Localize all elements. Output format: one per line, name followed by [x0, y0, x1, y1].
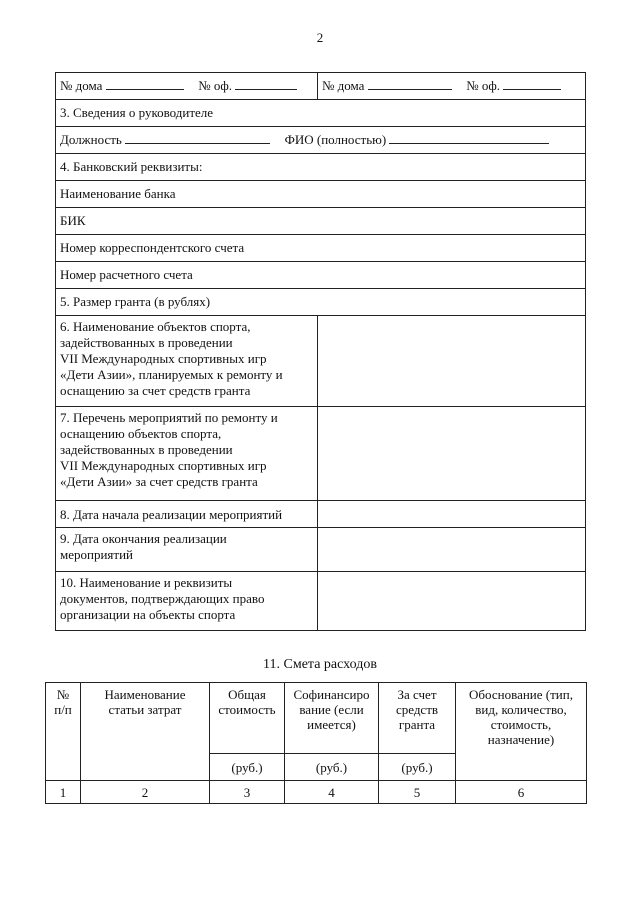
section-9-title: 9. Дата окончания реализации мероприятий — [56, 528, 318, 572]
budget-number-row — [46, 781, 587, 804]
header-cell-grant: За счет средств гранта — [379, 683, 456, 754]
section-3-title: 3. Сведения о руководителе — [56, 100, 586, 127]
office-number-field[interactable] — [235, 78, 297, 90]
column-number: 5 — [379, 781, 456, 804]
unit-cell: (руб.) — [285, 754, 379, 781]
office-number-field[interactable] — [503, 78, 561, 90]
form-row — [56, 501, 586, 528]
section-7-value[interactable] — [318, 407, 586, 501]
form-row — [56, 528, 586, 572]
position-label: Должность — [60, 132, 122, 147]
form-row — [56, 289, 586, 316]
form-row — [56, 181, 586, 208]
corr-account-label: Номер корреспондентского счета — [56, 235, 586, 262]
budget-table — [45, 682, 587, 804]
settlement-account-label: Номер расчетного счета — [56, 262, 586, 289]
form-row — [56, 127, 586, 154]
unit-cell: (руб.) — [210, 754, 285, 781]
section-10-title: 10. Наименование и реквизиты документов, подтверждающих право организации на объекты спорта — [56, 572, 318, 631]
form-row — [56, 262, 586, 289]
bank-name-label: Наименование банка — [56, 181, 586, 208]
form-row — [56, 407, 586, 501]
address-cell-left — [56, 73, 318, 100]
column-number: 4 — [285, 781, 379, 804]
column-number: 1 — [46, 781, 81, 804]
form-row — [56, 316, 586, 407]
application-form-table — [55, 72, 586, 631]
budget-header-row — [46, 683, 587, 754]
section-8-value[interactable] — [318, 501, 586, 528]
header-cell-total: Общая стоимость — [210, 683, 285, 754]
section-8-title: 8. Дата начала реализации мероприятий — [56, 501, 318, 528]
form-row — [56, 572, 586, 631]
address-cell-right — [318, 73, 586, 100]
position-field[interactable] — [125, 132, 270, 144]
page-number: 2 — [316, 30, 324, 45]
house-label: № дома — [322, 78, 365, 93]
header-cell-item: Наименование статьи затрат — [81, 683, 210, 781]
header-cell-cofinancing: Софинансиро вание (если имеется) — [285, 683, 379, 754]
address-row — [56, 73, 586, 100]
form-row — [56, 100, 586, 127]
fio-field[interactable] — [389, 132, 549, 144]
office-label: № оф. — [198, 78, 233, 93]
section-4-title: 4. Банковский реквизиты: — [56, 154, 586, 181]
budget-title: 11. Смета расходов — [263, 657, 377, 672]
section-9-value[interactable] — [318, 528, 586, 572]
form-row — [56, 208, 586, 235]
office-label: № оф. — [466, 78, 501, 93]
section-6-value[interactable] — [318, 316, 586, 407]
section-7-title: 7. Перечень мероприятий по ремонту и оснащению объектов спорта, задействованных в проведении VII Международных спортивных игр «Дети Азии» за счет средств гранта — [56, 407, 318, 501]
column-number: 6 — [456, 781, 587, 804]
director-cell — [56, 127, 586, 154]
column-number: 3 — [210, 781, 285, 804]
header-cell-justification: Обоснование (тип, вид, количество, стоимость, назначение) — [456, 683, 587, 781]
bik-label: БИК — [56, 208, 586, 235]
section-6-title: 6. Наименование объектов спорта, задействованных в проведении VII Международных спортивных игр «Дети Азии», планируемых к ремонту и оснащению за счет средств гранта — [56, 316, 318, 407]
header-cell-number: № п/п — [46, 683, 81, 781]
column-number: 2 — [81, 781, 210, 804]
form-row — [56, 235, 586, 262]
house-label: № дома — [60, 78, 103, 93]
fio-label: ФИО (полностью) — [284, 132, 387, 147]
form-row — [56, 154, 586, 181]
section-5-title: 5. Размер гранта (в рублях) — [56, 289, 586, 316]
unit-cell: (руб.) — [379, 754, 456, 781]
house-number-field[interactable] — [368, 78, 452, 90]
house-number-field[interactable] — [106, 78, 184, 90]
section-10-value[interactable] — [318, 572, 586, 631]
